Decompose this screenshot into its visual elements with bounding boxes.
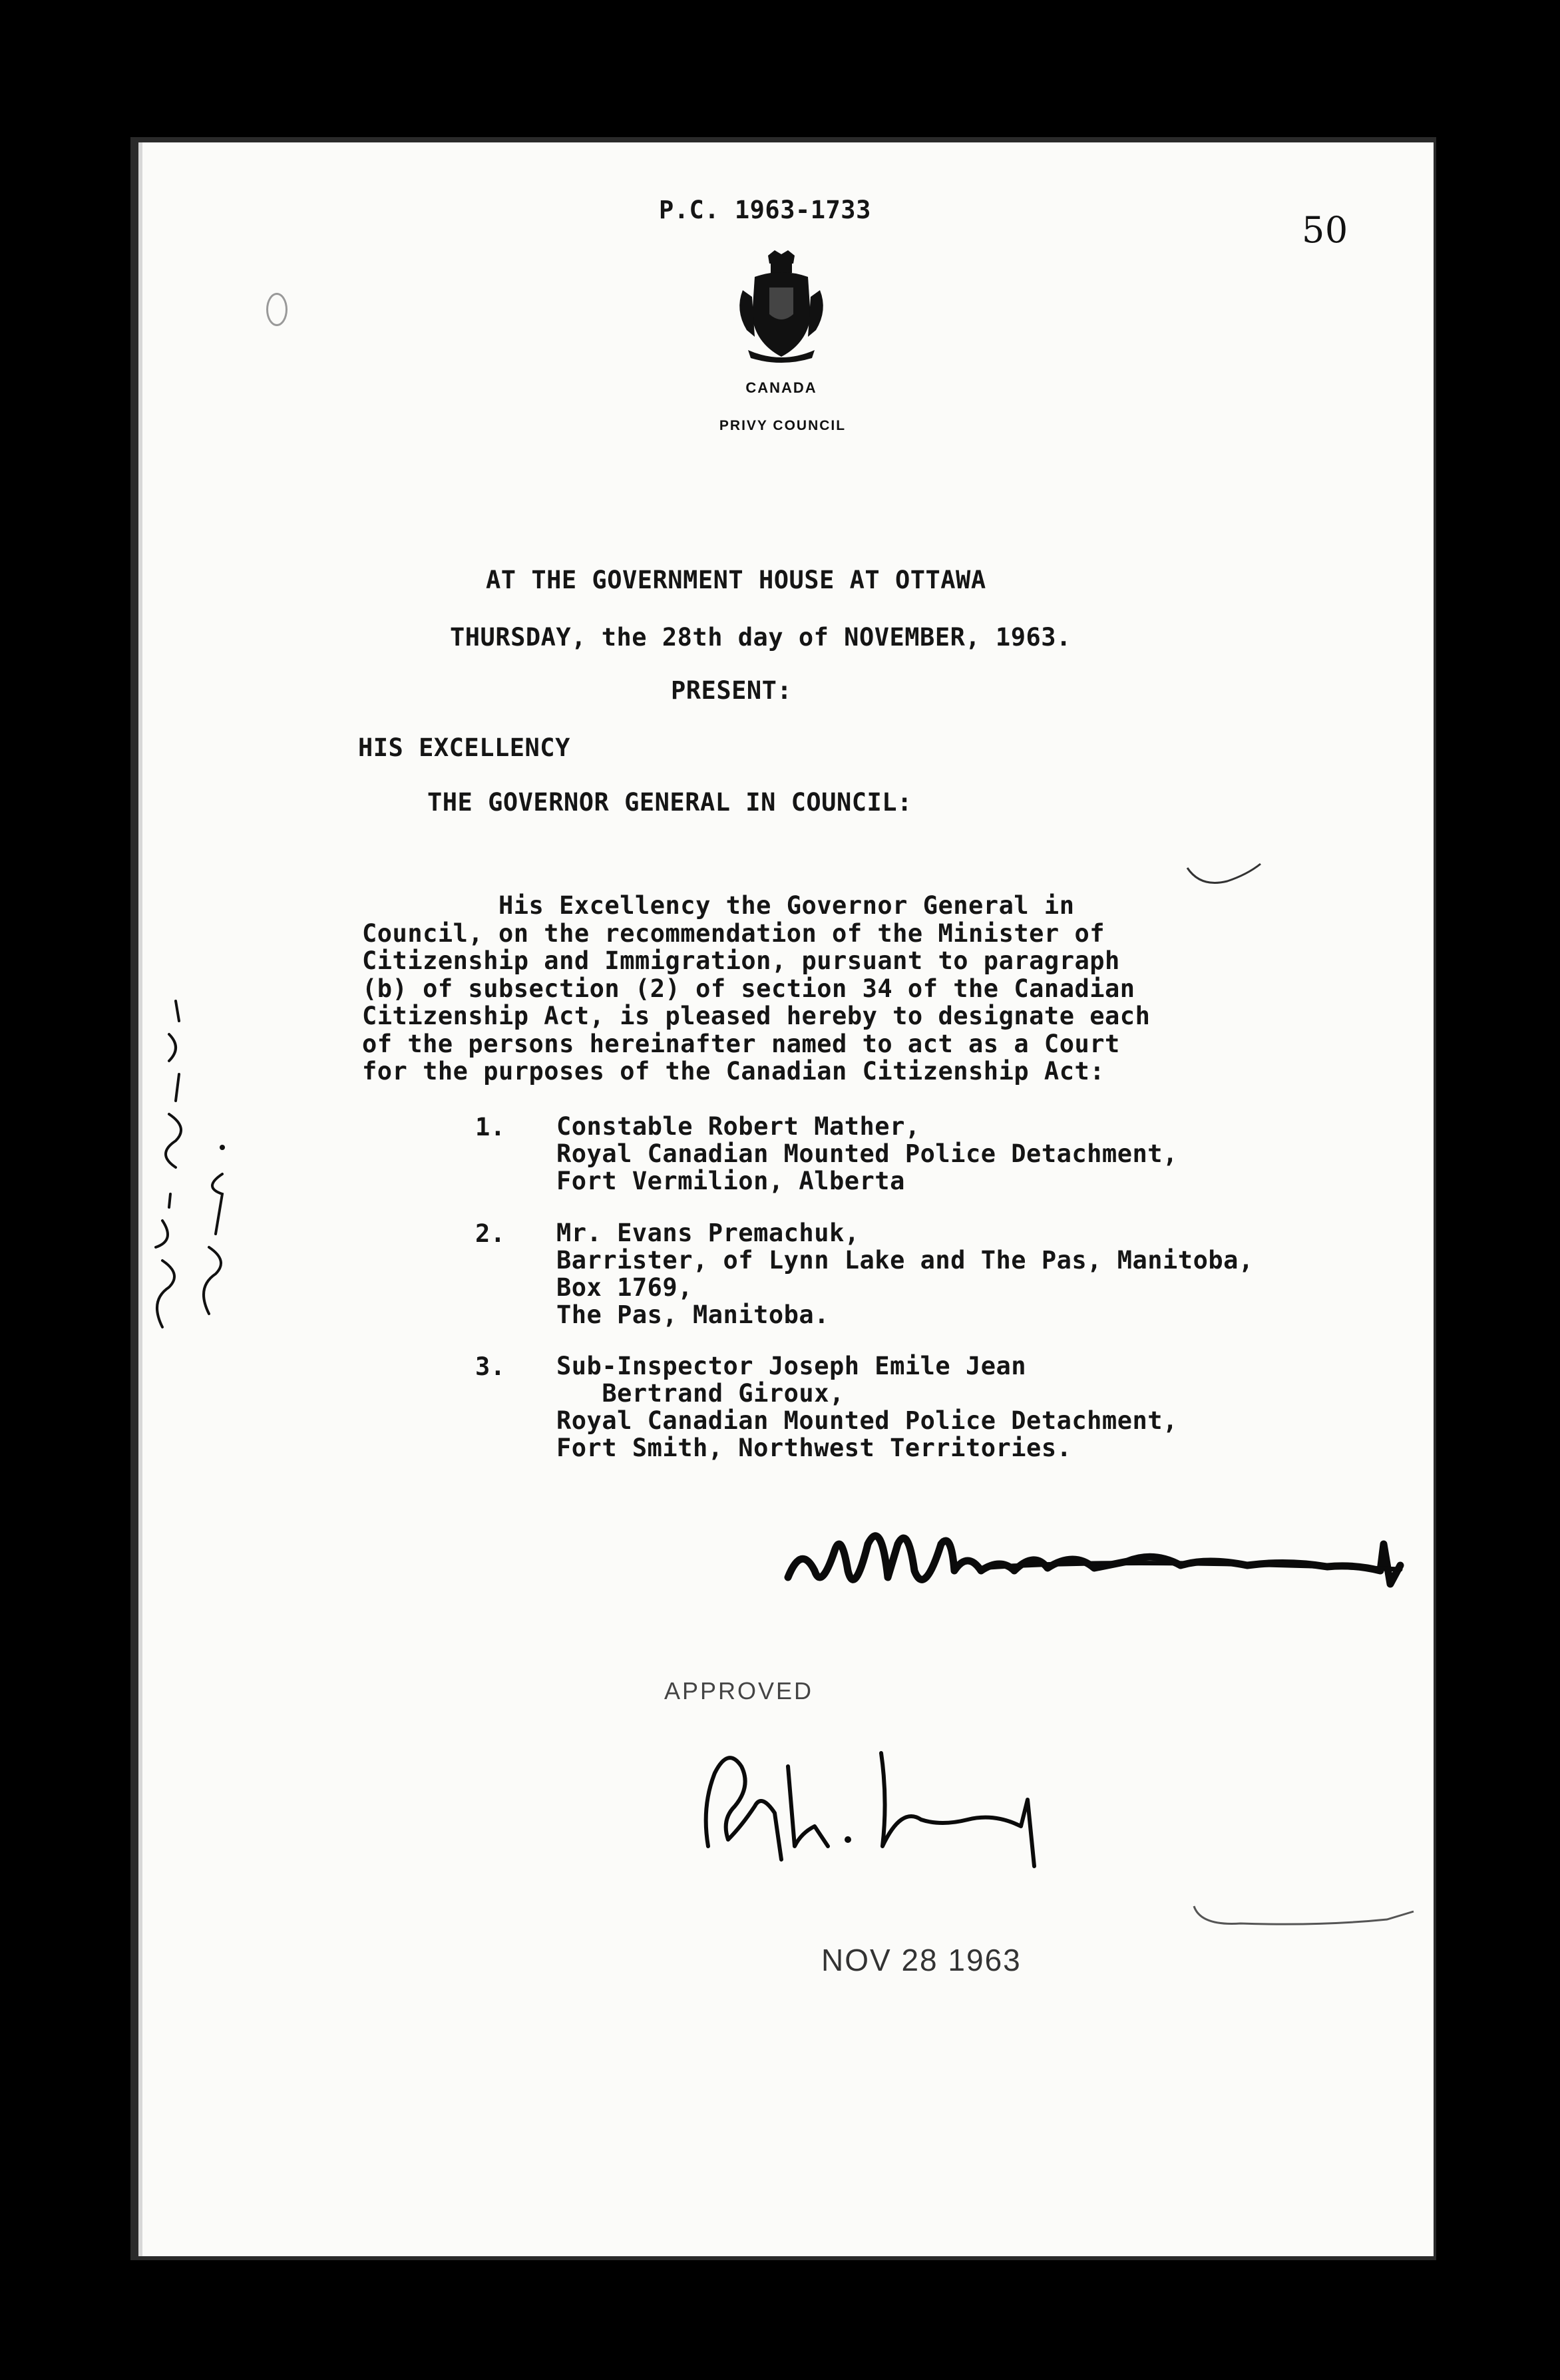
body-paragraph: His Excellency the Governor General in Council, on the recommendation of the Minister of Citizenship and Immigration, pursuant to paragraph (b) of subsection (2) of section 34 of the Canadian Citizenship Act, is pleased hereby to designate each of the persons hereinafter named to act as a Court for the purposes of the Canadian Citizenship Act: xyxy=(362,891,1151,1086)
designee-number: 2. xyxy=(475,1219,506,1248)
coat-of-arms-icon xyxy=(728,250,835,363)
approved-label: APPROVED xyxy=(664,1677,814,1704)
check-mark xyxy=(1181,855,1274,894)
clerk-signature xyxy=(781,1504,1420,1604)
page-number: 50 xyxy=(1302,209,1348,251)
emblem-line-privy-council: PRIVY COUNCIL xyxy=(719,418,847,433)
designee-entry: Constable Robert Mather, Royal Canadian Mounted Police Detachment, Fort Vermilion, Alberta xyxy=(556,1112,1178,1195)
punch-hole xyxy=(266,293,288,326)
designee-entry: Mr. Evans Premachuk, Barrister, of Lynn Lake and The Pas, Manitoba, Box 1769, The Pas, Manitoba. xyxy=(556,1219,1254,1329)
designee-number: 3. xyxy=(475,1352,506,1381)
emblem-line-canada: CANADA xyxy=(745,379,817,396)
document-page xyxy=(138,142,1434,2256)
his-excellency-heading: HIS EXCELLENCY xyxy=(358,733,570,762)
designee-entry: Sub-Inspector Joseph Emile Jean Bertrand Giroux, Royal Canadian Mounted Police Detachment, Fort Smith, Northwest Territories. xyxy=(556,1352,1178,1462)
governor-in-council-heading: THE GOVERNOR GENERAL IN COUNCIL: xyxy=(427,788,912,817)
margin-handwritten-notes xyxy=(122,994,256,1367)
date-line: THURSDAY, the 28th day of NOVEMBER, 1963. xyxy=(450,623,1072,652)
order-number: P.C. 1963-1733 xyxy=(659,196,871,224)
pen-stroke xyxy=(1187,1899,1420,1939)
approval-date-stamp: NOV 28 1963 xyxy=(821,1943,1022,1977)
location-line: AT THE GOVERNMENT HOUSE AT OTTAWA xyxy=(486,566,986,594)
designee-number: 1. xyxy=(475,1113,506,1141)
present-label: PRESENT: xyxy=(671,676,793,705)
governor-signature xyxy=(688,1726,1061,1886)
